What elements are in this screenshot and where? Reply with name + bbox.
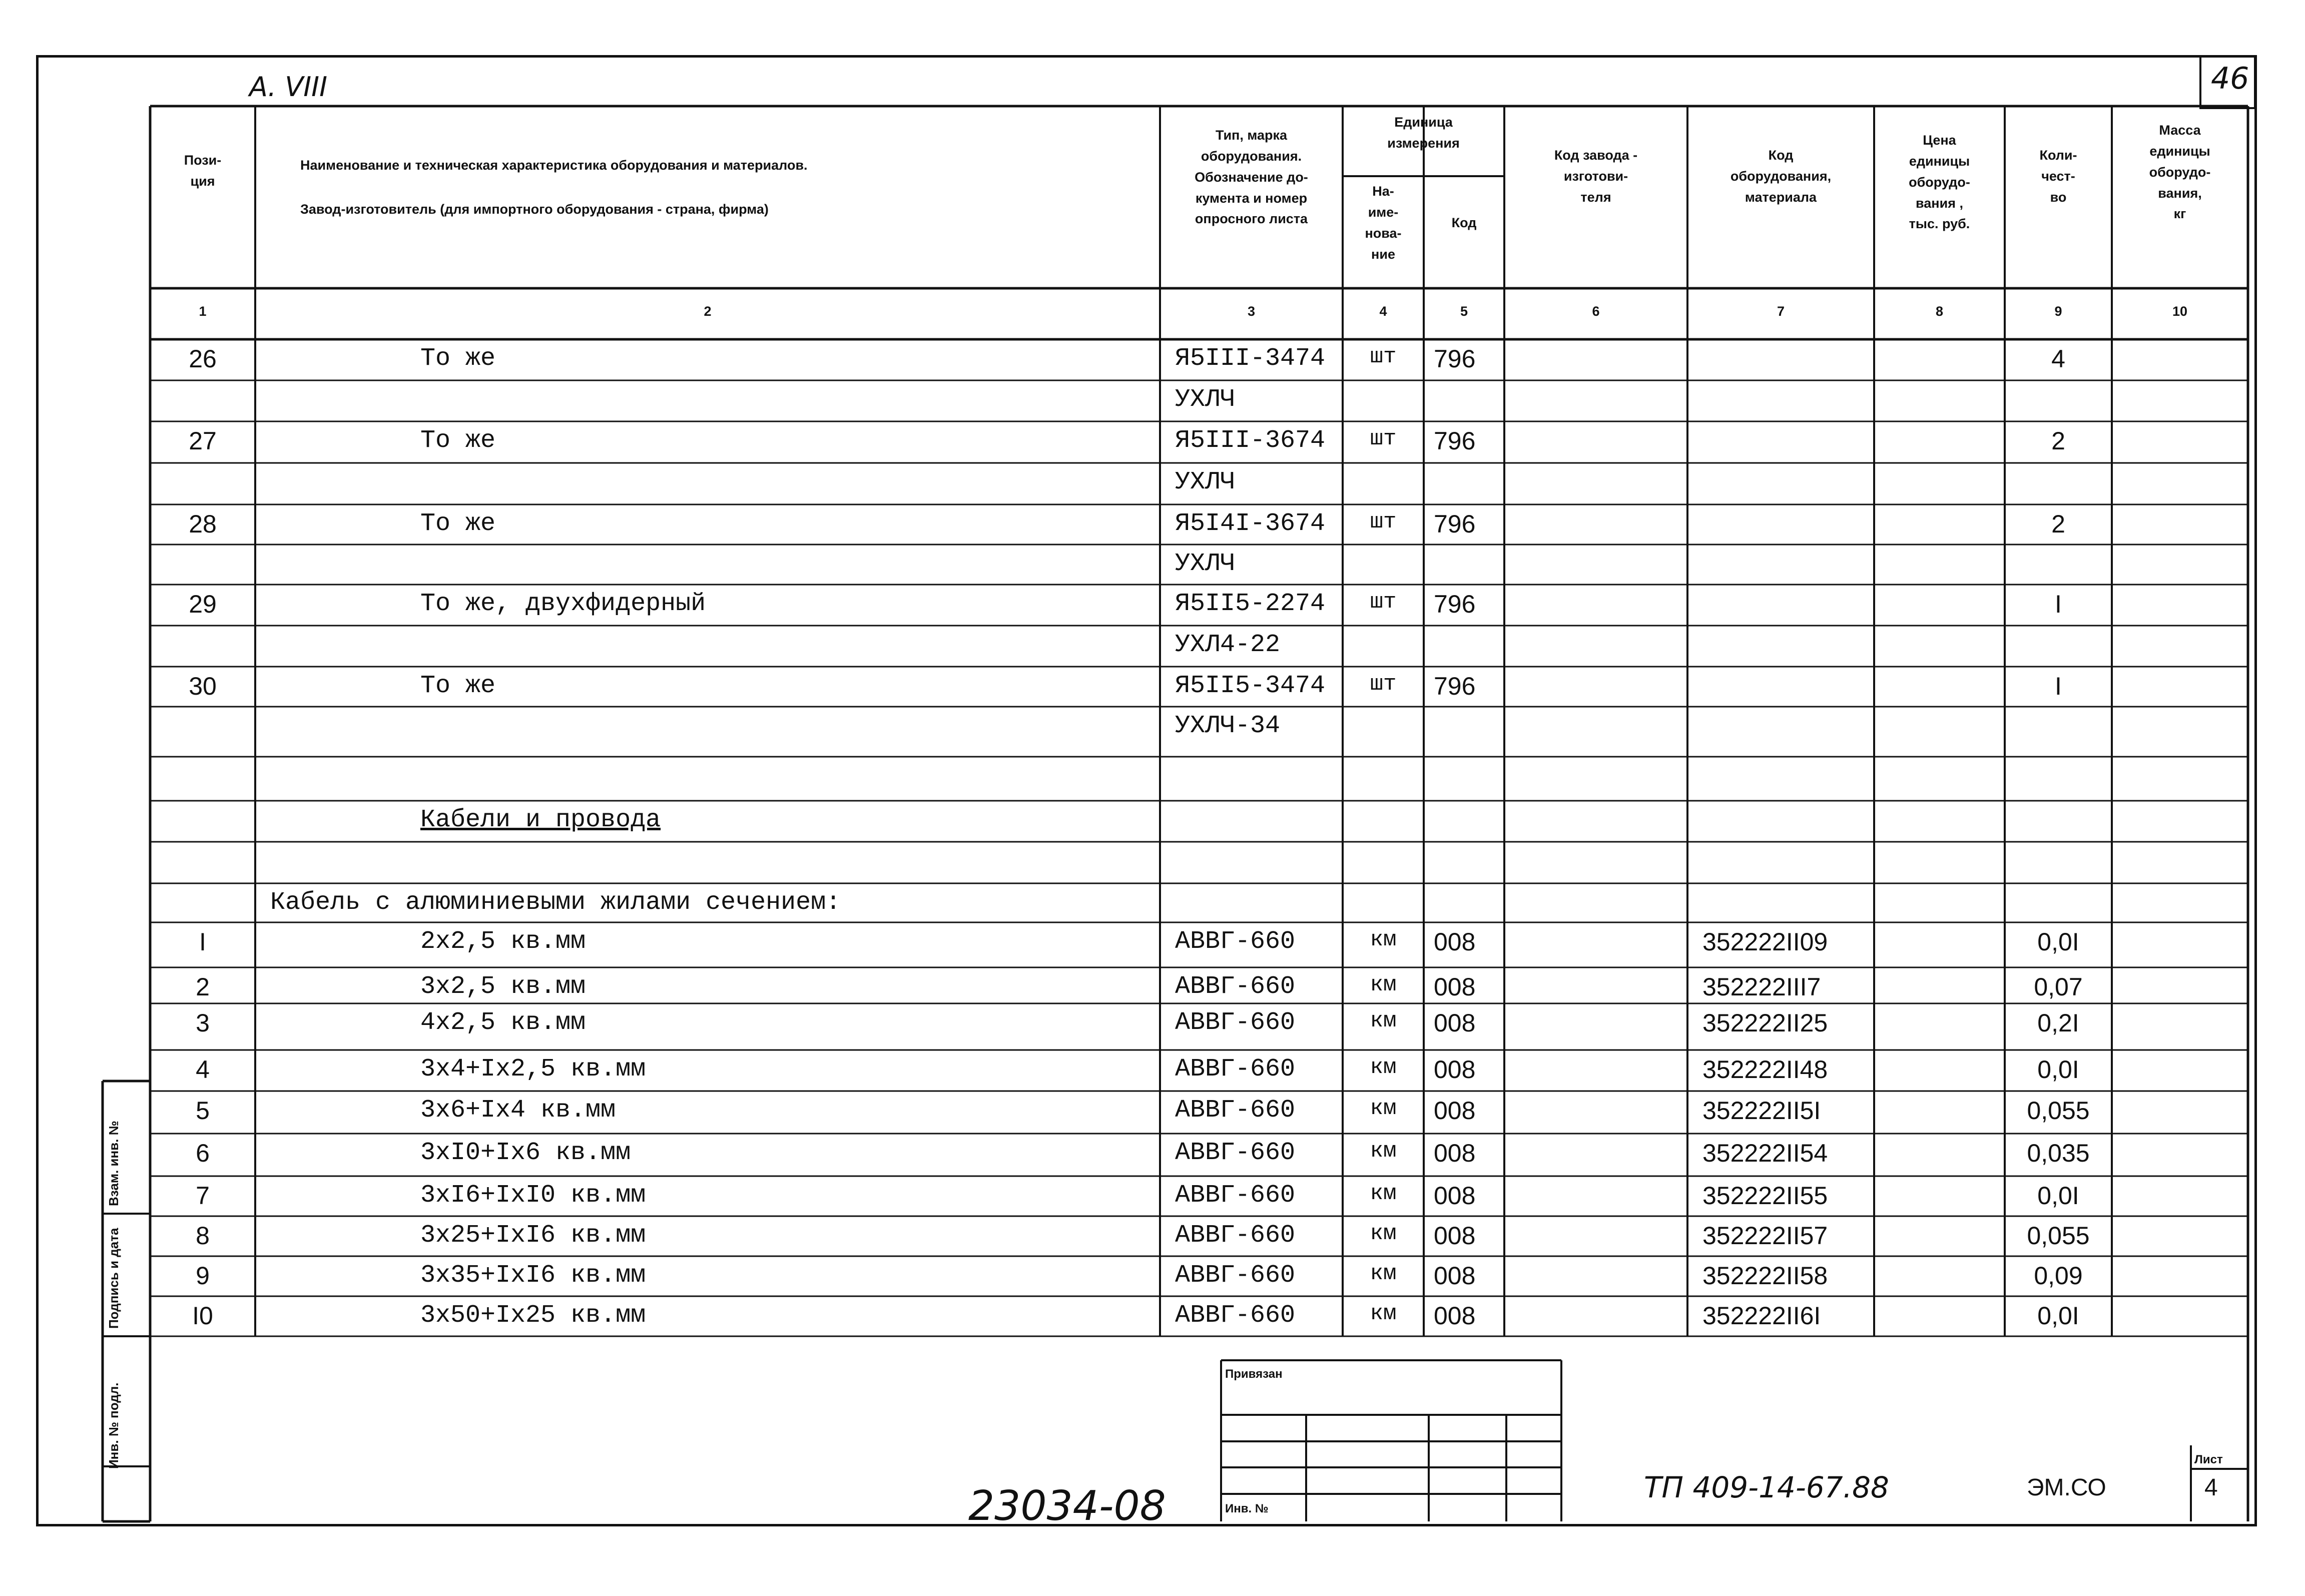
column-number: 2 [704,304,712,319]
row-type: УХЛ4-22 [1175,631,1281,659]
album-label: А. VIII [249,71,327,103]
row-position: 30 [189,672,217,700]
side-label: Инв. № подл. [106,1382,121,1469]
row-equipment-code: 352222II57 [1702,1222,1828,1250]
header-name-line1: Наименование и техническая характеристика оборудования и материалов. [300,158,808,173]
row-type: АВВГ-660 [1175,972,1296,1001]
row-equipment-code: 352222II25 [1702,1009,1828,1037]
row-position: 27 [189,427,217,455]
row-position: 2 [196,973,210,1001]
row-equipment-code: 352222II55 [1702,1182,1828,1210]
row-quantity: 2 [2051,510,2065,538]
row-name: 3х6+Iх4 кв.мм [420,1096,616,1125]
row-position: 9 [196,1262,210,1290]
row-name: 3хI6+IхI0 кв.мм [420,1181,646,1210]
row-position: 8 [196,1222,210,1250]
row-name: То же [420,509,496,538]
row-name: То же [420,344,496,373]
section-heading: Кабели и провода [420,806,661,834]
header-name-line2: Завод-изготовитель (для импортного оборудования - страна, фирма) [300,202,769,217]
row-quantity: 0,0I [2037,928,2079,956]
row-type: АВВГ-660 [1175,1261,1296,1290]
row-equipment-code: 352222II48 [1702,1055,1828,1084]
row-position: 29 [189,590,217,618]
row-type: Я5I4I-3674 [1175,509,1326,538]
stamp-number: 23034-08 [968,1482,1166,1530]
row-unit: шт [1370,672,1397,697]
row-type: УХЛЧ [1175,468,1236,496]
row-position: I0 [192,1302,213,1330]
row-unit: км [1370,1301,1397,1326]
header-position: Пози- ция [184,153,222,189]
row-type: АВВГ-660 [1175,1181,1296,1210]
row-unit: км [1370,972,1397,997]
row-unit-code: 008 [1434,1009,1476,1037]
row-unit-code: 796 [1434,427,1476,455]
column-number: 5 [1460,304,1468,319]
row-unit-code: 008 [1434,1139,1476,1167]
row-unit-code: 796 [1434,672,1476,700]
bound-label: Привязан [1225,1367,1283,1381]
column-number: 10 [2172,304,2188,319]
row-unit: км [1370,1096,1397,1121]
row-type: АВВГ-660 [1175,1008,1296,1037]
row-type: Я5III-3474 [1175,344,1326,373]
row-name: 3хI0+Iх6 кв.мм [420,1139,631,1167]
row-name: 4х2,5 кв.мм [420,1008,586,1037]
page-number: 46 [2211,61,2249,96]
header-mass: Масса единицы оборудо- вания, кг [2149,123,2211,222]
row-type: УХЛЧ-34 [1175,712,1281,740]
sheet-label: Лист [2194,1453,2223,1466]
row-unit-code: 796 [1434,510,1476,538]
row-quantity: 0,07 [2034,973,2083,1001]
row-unit: км [1370,1221,1397,1246]
row-name: То же [420,426,496,455]
row-quantity: 0,0I [2037,1055,2079,1084]
row-name: То же [420,672,496,700]
row-name: 3х25+IхI6 кв.мм [420,1221,646,1250]
row-quantity: 4 [2051,345,2065,373]
section-code: ЭМ.СО [2027,1474,2106,1501]
row-name: То же, двухфидерный [420,590,706,618]
row-unit: шт [1370,509,1397,535]
row-type: АВВГ-660 [1175,1301,1296,1330]
row-equipment-code: 352222II6I [1702,1302,1821,1330]
row-unit-code: 796 [1434,345,1476,373]
header-price: Цена единицы оборудо- вания , тыс. руб. [1909,133,1970,232]
column-number: 8 [1935,304,1944,319]
row-unit-code: 008 [1434,1222,1476,1250]
sheet-number: 4 [2204,1474,2218,1501]
header-unit-code: Код [1451,215,1477,230]
row-unit-code: 008 [1434,1097,1476,1125]
column-number: 1 [199,304,207,319]
column-number: 4 [1379,304,1387,319]
row-position: 7 [196,1182,210,1210]
row-unit-code: 008 [1434,1055,1476,1084]
row-equipment-code: 352222II54 [1702,1139,1828,1167]
row-position: I [199,928,206,956]
row-type: Я5III-3674 [1175,426,1326,455]
row-unit: км [1370,1055,1397,1080]
column-number: 3 [1247,304,1256,319]
row-unit-code: 008 [1434,973,1476,1001]
row-position: 26 [189,345,217,373]
row-type: АВВГ-660 [1175,1221,1296,1250]
row-name: 2х2,5 кв.мм [420,927,586,956]
row-quantity: I [2055,672,2062,700]
side-label: Подпись и дата [106,1228,121,1329]
row-type: УХЛЧ [1175,385,1236,414]
row-quantity: I [2055,590,2062,618]
row-unit-code: 008 [1434,1302,1476,1330]
row-unit: шт [1370,426,1397,451]
row-quantity: 0,035 [2027,1139,2090,1167]
row-type: АВВГ-660 [1175,1096,1296,1125]
row-quantity: 2 [2051,427,2065,455]
row-position: 6 [196,1139,210,1167]
row-unit: шт [1370,344,1397,369]
row-quantity: 0,09 [2034,1262,2083,1290]
row-equipment-code: 352222II5I [1702,1097,1821,1125]
row-position: 4 [196,1055,210,1084]
row-unit: км [1370,1139,1397,1164]
row-quantity: 0,0I [2037,1302,2079,1330]
header-type: Тип, марка оборудования. Обозначение до- кумента и номер опросного листа [1195,128,1308,227]
row-position: 5 [196,1097,210,1125]
row-name: 3х2,5 кв.мм [420,972,586,1001]
row-equipment-code: 352222II09 [1702,928,1828,956]
column-number: 7 [1777,304,1785,319]
section-intro: Кабель с алюминиевыми жилами сечением: [270,888,841,917]
header-quantity: Коли- чест- во [2039,148,2077,205]
row-unit: шт [1370,590,1397,615]
row-quantity: 0,055 [2027,1222,2090,1250]
side-label: Взам. инв. № [106,1121,121,1206]
row-type: АВВГ-660 [1175,1139,1296,1167]
row-type: УХЛЧ [1175,550,1236,578]
row-quantity: 0,2I [2037,1009,2079,1037]
row-unit: км [1370,927,1397,952]
document-code: ТП 409-14-67.88 [1644,1470,1889,1504]
row-unit: км [1370,1181,1397,1206]
header-unit-group: Единица измерения [1387,115,1460,151]
row-equipment-code: 352222II58 [1702,1262,1828,1290]
row-equipment-code: 352222III7 [1702,973,1821,1001]
row-unit: км [1370,1008,1397,1033]
row-unit-code: 796 [1434,590,1476,618]
row-type: АВВГ-660 [1175,1055,1296,1084]
row-unit-code: 008 [1434,928,1476,956]
row-name: 3х35+IхI6 кв.мм [420,1261,646,1290]
row-position: 3 [196,1009,210,1037]
header-maker-code: Код завода - изготови- теля [1554,148,1638,205]
row-name: 3х50+Iх25 кв.мм [420,1301,646,1330]
column-number: 6 [1592,304,1600,319]
row-quantity: 0,0I [2037,1182,2079,1210]
row-type: Я5II5-2274 [1175,590,1326,618]
row-unit: км [1370,1261,1397,1286]
column-number: 9 [2054,304,2062,319]
header-unit-name: На- име- нова- ние [1365,184,1402,262]
inv-label: Инв. № [1225,1502,1269,1515]
row-unit-code: 008 [1434,1182,1476,1210]
row-position: 28 [189,510,217,538]
row-type: АВВГ-660 [1175,927,1296,956]
row-name: 3х4+Iх2,5 кв.мм [420,1055,646,1084]
row-unit-code: 008 [1434,1262,1476,1290]
row-type: Я5II5-3474 [1175,672,1326,700]
header-equipment-code: Код оборудования, материала [1730,148,1832,205]
row-quantity: 0,055 [2027,1097,2090,1125]
